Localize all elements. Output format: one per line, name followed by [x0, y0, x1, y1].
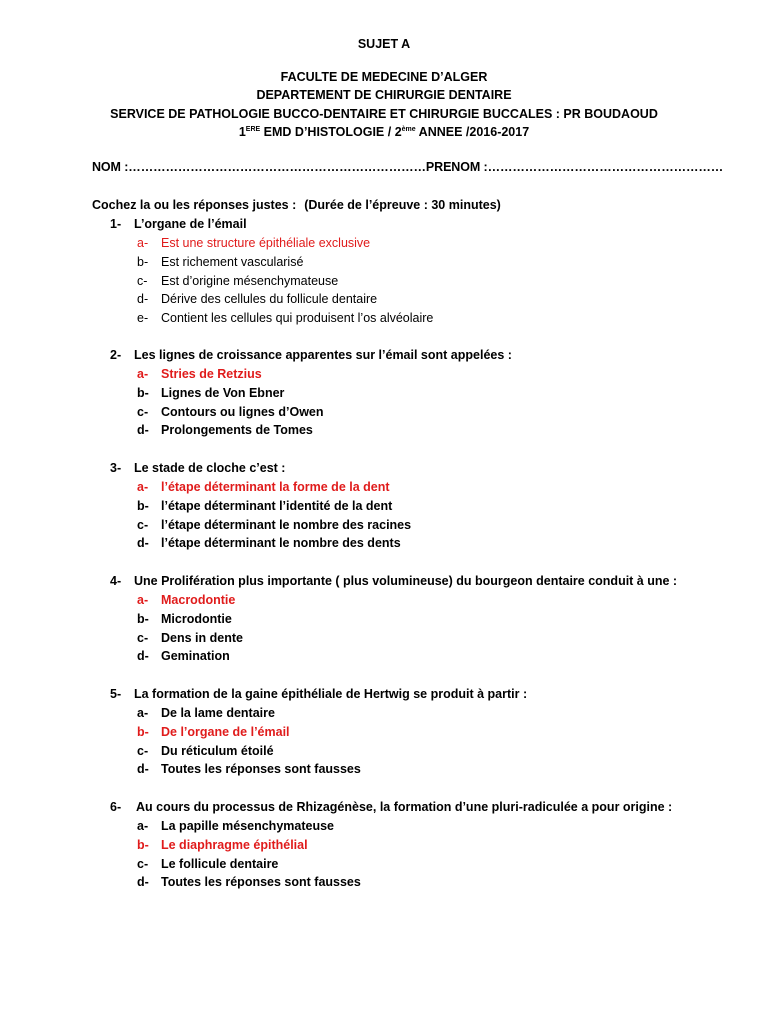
- question-heading: [110, 572, 750, 591]
- option-letter: b-: [137, 611, 149, 626]
- answer-option: [110, 723, 750, 742]
- option-text: Est d’origine mésenchymateuse: [161, 273, 339, 288]
- option-letter: a-: [137, 819, 149, 833]
- answer-option: [110, 647, 750, 666]
- option-text: Stries de Retzius: [161, 367, 262, 381]
- option-letter: b-: [137, 254, 149, 269]
- answer-option: [110, 516, 750, 535]
- option-letter: d-: [137, 762, 149, 777]
- answer-option: [110, 272, 750, 291]
- option-letter: d-: [137, 292, 149, 307]
- question-text: Au cours du processus de Rhizagénèse, la formation d’une pluri-radiculée a pour origine :: [136, 800, 673, 814]
- exam-title-middle: EMD D’HISTOLOGIE / 2: [260, 125, 402, 139]
- answer-option: [110, 384, 750, 403]
- question-number: 5-: [110, 687, 122, 701]
- option-letter: a-: [137, 593, 149, 607]
- option-letter: d-: [137, 423, 149, 438]
- option-letter: e-: [137, 311, 149, 326]
- question-number: 4-: [110, 574, 122, 588]
- option-text: Lignes de Von Ebner: [161, 385, 285, 400]
- exam-title-number: 1: [238, 125, 246, 139]
- option-letter: c-: [137, 273, 148, 288]
- option-text: Toutes les réponses sont fausses: [161, 762, 361, 777]
- question-2: [110, 346, 750, 440]
- option-letter: c-: [137, 517, 149, 532]
- question-number: 2-: [110, 348, 122, 362]
- option-text: Est richement vascularisé: [161, 254, 304, 269]
- option-text: Macrodontie: [161, 593, 236, 607]
- option-letter: d-: [137, 536, 149, 551]
- answer-option: [110, 704, 750, 723]
- option-letter: c-: [137, 743, 149, 758]
- option-letter: a-: [137, 236, 149, 250]
- option-letter: b-: [137, 724, 149, 739]
- option-text: Gemination: [161, 649, 230, 664]
- option-text: Le diaphragme épithélial: [161, 837, 308, 852]
- answer-option: [110, 629, 750, 648]
- instructions-text: Cochez la ou les réponses justes :: [92, 198, 297, 212]
- question-number: 3-: [110, 461, 122, 475]
- question-heading: [110, 215, 750, 234]
- answer-option: [110, 610, 750, 629]
- option-letter: b-: [137, 385, 149, 400]
- option-text: De l’organe de l’émail: [161, 724, 290, 739]
- option-letter: a-: [137, 480, 149, 494]
- department-name: DEPARTEMENT DE CHIRURGIE DENTAIRE: [256, 88, 512, 102]
- option-text: Dens in dente: [161, 630, 243, 645]
- answer-option: [110, 836, 750, 855]
- option-text: La papille mésenchymateuse: [161, 819, 334, 833]
- answer-option: [110, 290, 750, 309]
- question-heading: [110, 346, 750, 365]
- answer-option: [110, 817, 750, 836]
- option-letter: a-: [137, 706, 149, 720]
- answer-option: [110, 873, 750, 892]
- answer-option: [110, 760, 750, 779]
- option-text: Est une structure épithéliale exclusive: [161, 236, 371, 250]
- question-text: Une Prolifération plus importante ( plus volumineuse) du bourgeon dentaire conduit à une :: [134, 574, 678, 588]
- answer-option: [110, 421, 750, 440]
- option-letter: c-: [137, 630, 149, 645]
- answer-option: [110, 234, 750, 253]
- question-1: [110, 215, 750, 328]
- option-text: Prolongements de Tomes: [161, 423, 313, 438]
- answer-option: [110, 253, 750, 272]
- answer-option: [110, 742, 750, 761]
- question-heading: [110, 685, 750, 704]
- option-text: Le follicule dentaire: [161, 856, 279, 871]
- question-3: [110, 459, 750, 553]
- option-letter: a-: [137, 367, 149, 381]
- answer-option: [110, 365, 750, 384]
- exam-title: [0, 123, 768, 142]
- option-letter: d-: [137, 875, 149, 890]
- option-letter: c-: [137, 856, 149, 871]
- option-letter: c-: [137, 404, 149, 419]
- option-letter: b-: [137, 837, 149, 852]
- question-heading: [110, 798, 750, 817]
- exam-title-end: ANNEE /2016-2017: [415, 125, 530, 139]
- question-text: Le stade de cloche c’est :: [134, 461, 286, 475]
- option-letter: b-: [137, 498, 149, 513]
- exam-title-superscript: ERE: [245, 126, 261, 133]
- answer-option: [110, 534, 750, 553]
- question-6: [110, 798, 750, 892]
- option-text: Microdontie: [161, 611, 232, 626]
- subject-label: SUJET A: [357, 37, 411, 51]
- question-text: L’organe de l’émail: [134, 217, 247, 231]
- instructions: [92, 198, 501, 212]
- answer-option: [110, 855, 750, 874]
- exam-duration: (Durée de l’épreuve : 30 minutes): [304, 198, 501, 212]
- option-text: Contours ou lignes d’Owen: [161, 404, 324, 419]
- service-name: SERVICE DE PATHOLOGIE BUCCO-DENTAIRE ET CHIRURGIE BUCCALES : PR BOUDAOUD: [110, 106, 658, 121]
- question-text: La formation de la gaine épithéliale de Hertwig se produit à partir :: [134, 687, 528, 701]
- question-number: 1-: [110, 217, 122, 231]
- option-text: De la lame dentaire: [161, 706, 275, 720]
- question-4: [110, 572, 750, 666]
- question-text: Les lignes de croissance apparentes sur l’émail sont appelées :: [134, 348, 512, 362]
- option-text: l’étape déterminant l’identité de la dent: [161, 498, 393, 513]
- answer-option: [110, 403, 750, 422]
- option-text: Toutes les réponses sont fausses: [161, 875, 361, 890]
- question-5: [110, 685, 750, 779]
- option-text: l’étape déterminant le nombre des racines: [161, 517, 412, 532]
- answer-option: [110, 478, 750, 497]
- answer-option: [110, 497, 750, 516]
- exam-year-superscript: ème: [401, 126, 416, 133]
- answer-option: [110, 309, 750, 328]
- option-text: Dérive des cellules du follicule dentaire: [161, 292, 378, 307]
- exam-header: [0, 35, 768, 142]
- student-identity-line: NOM :………………………………………………………………PRENOM :…………………………………………………: [92, 160, 724, 174]
- option-text: l’étape déterminant la forme de la dent: [161, 480, 390, 494]
- option-text: Contient les cellules qui produisent l’os alvéolaire: [161, 311, 434, 326]
- question-heading: [110, 459, 750, 478]
- option-text: Du réticulum étoilé: [161, 743, 274, 758]
- option-text: l’étape déterminant le nombre des dents: [161, 536, 401, 551]
- question-number: 6-: [110, 800, 122, 814]
- faculty-name: FACULTE DE MEDECINE D’ALGER: [280, 69, 488, 84]
- option-letter: d-: [137, 649, 149, 664]
- answer-option: [110, 591, 750, 610]
